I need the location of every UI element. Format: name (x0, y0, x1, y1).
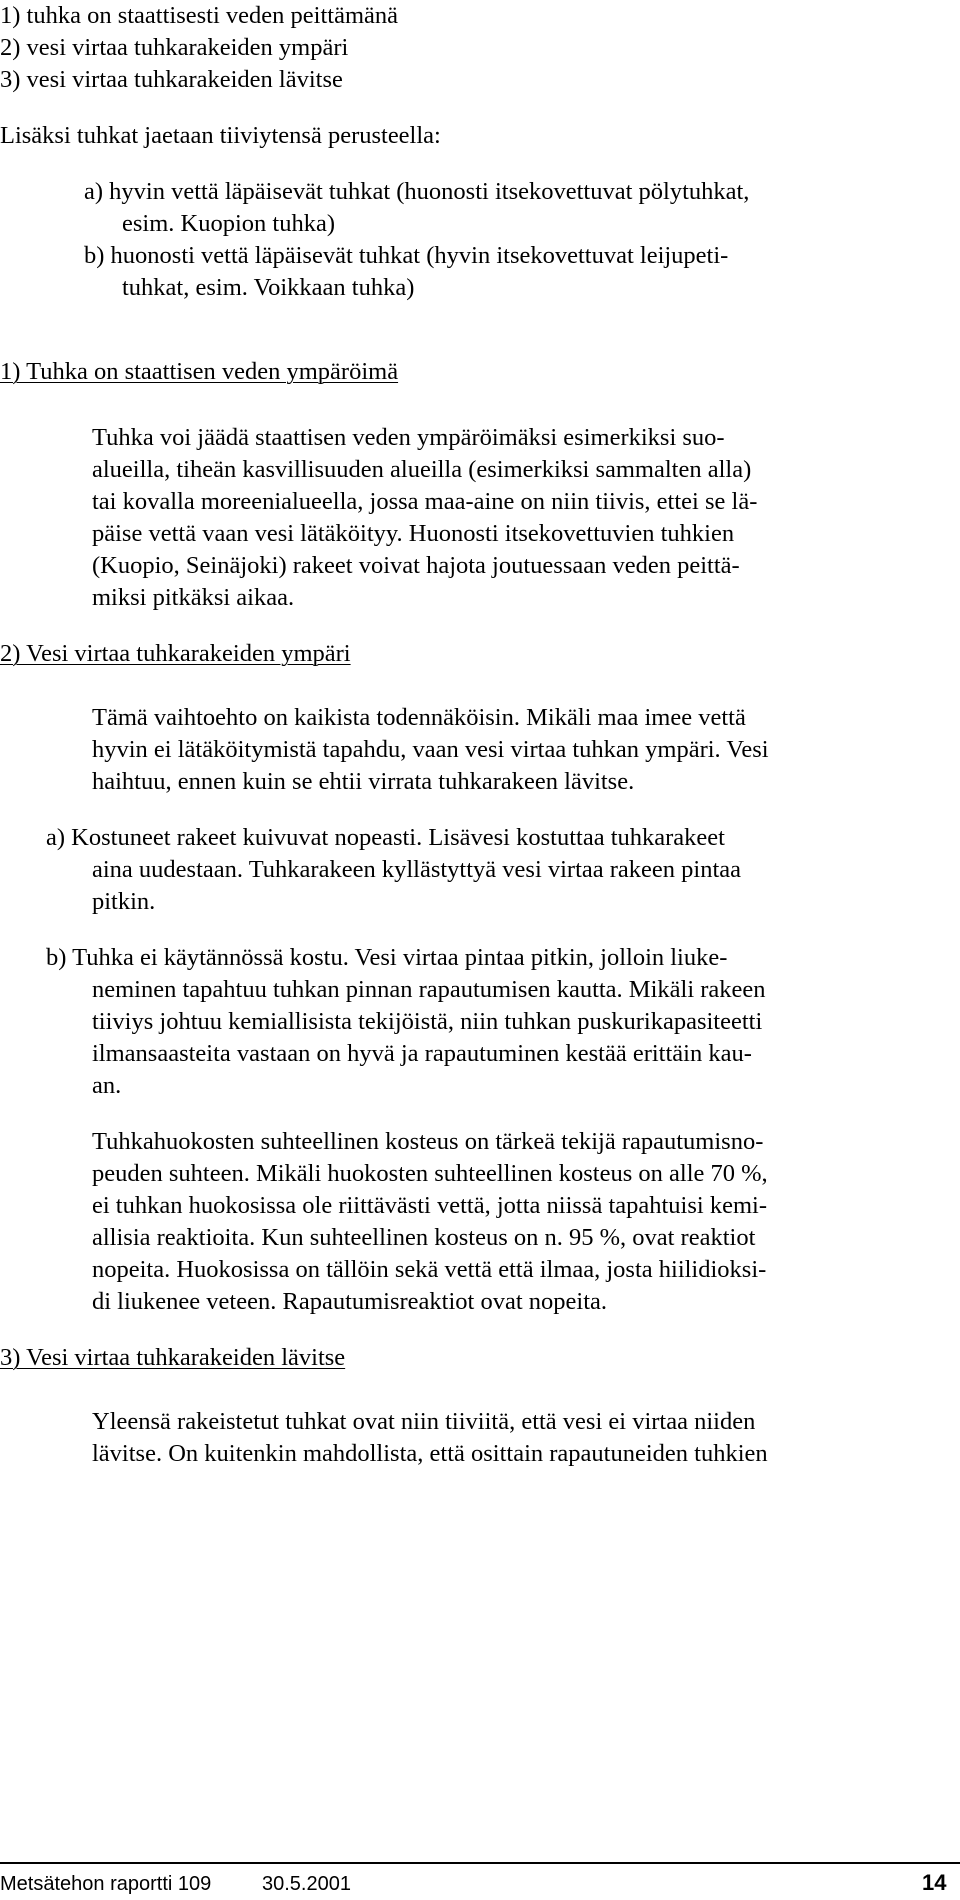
footer-report-name: Metsätehon raportti 109 (0, 1873, 212, 1895)
section-2-item-a-cont: aina uudestaan. Tuhkarakeen kyllästyttyä vesi virtaa rakeen pintaa (92, 856, 742, 883)
section-1-line: tai kovalla moreenialueella, jossa maa-aine on niin tiivis, ettei se lä- (92, 488, 758, 515)
page-number: 14 (922, 1870, 947, 1895)
moisture-paragraph-line: Tuhkahuokosten suhteellinen kosteus on tärkeä tekijä rapautumisno- (92, 1128, 764, 1155)
footer-date: 30.5.2001 (262, 1873, 351, 1895)
section-2-item-b-cont: ilmansaasteita vastaan on hyvä ja rapautuminen kestää erittäin kau- (92, 1040, 752, 1067)
density-line-a: a) hyvin vettä läpäisevät tuhkat (huonosti itsekovettuvat pölytuhkat, (84, 178, 750, 205)
section-2-item-b-cont: an. (92, 1072, 122, 1099)
density-line-b: b) huonosti vettä läpäisevät tuhkat (hyvin itsekovettuvat leijupeti- (84, 242, 729, 269)
section-2-intro-line: haihtuu, ennen kuin se ehtii virrata tuhkarakeen lävitse. (92, 768, 635, 795)
density-line-b-cont: tuhkat, esim. Voikkaan tuhka) (122, 274, 415, 301)
intro-list-item-2: 2) vesi virtaa tuhkarakeiden ympäri (0, 34, 349, 61)
section-2-item-b-cont: neminen tapahtuu tuhkan pinnan rapautumisen kautta. Mikäli rakeen (92, 976, 766, 1003)
moisture-paragraph-line: ei tuhkan huokosissa ole riittävästi vettä, jotta niissä tapahtuisi kemi- (92, 1192, 767, 1219)
section-3-line: Yleensä rakeistetut tuhkat ovat niin tiiviitä, että vesi ei virtaa niiden (92, 1408, 756, 1435)
section-2-intro-line: hyvin ei lätäköitymistä tapahdu, vaan vesi virtaa tuhkan ympäri. Vesi (92, 736, 769, 763)
intro-list-item-3: 3) vesi virtaa tuhkarakeiden lävitse (0, 66, 343, 93)
section-1-line: alueilla, tiheän kasvillisuuden alueilla (esimerkiksi sammalten alla) (92, 456, 752, 483)
section-3-line: lävitse. On kuitenkin mahdollista, että osittain rapautuneiden tuhkien (92, 1440, 768, 1467)
section-1-line: (Kuopio, Seinäjoki) rakeet voivat hajota joutuessaan veden peittä- (92, 552, 740, 579)
section-2-item-b-cont: tiiviys johtuu kemiallisista tekijöistä, niin tuhkan puskurikapasiteetti (92, 1008, 763, 1035)
section-2-item-a: a) Kostuneet rakeet kuivuvat nopeasti. Lisävesi kostuttaa tuhkarakeet (46, 824, 725, 851)
moisture-paragraph-line: di liukenee veteen. Rapautumisreaktiot ovat nopeita. (92, 1288, 608, 1315)
section-1-line: päise vettä vaan vesi lätäköityy. Huonosti itsekovettuvien tuhkien (92, 520, 735, 547)
moisture-paragraph-line: nopeita. Huokosissa on tällöin sekä vettä että ilmaa, josta hiilidioksi- (92, 1256, 767, 1283)
section-1-line: miksi pitkäksi aikaa. (92, 584, 295, 611)
section-2-intro-line: Tämä vaihtoehto on kaikista todennäköisin. Mikäli maa imee vettä (92, 704, 746, 731)
section-2-item-b: b) Tuhka ei käytännössä kostu. Vesi virtaa pintaa pitkin, jolloin liuke- (46, 944, 728, 971)
section-2-heading: 2) Vesi virtaa tuhkarakeiden ympäri (0, 640, 351, 667)
moisture-paragraph-line: peuden suhteen. Mikäli huokosten suhteellinen kosteus on alle 70 %, (92, 1160, 768, 1187)
section-1-line: Tuhka voi jäädä staattisen veden ympäröimäksi esimerkiksi suo- (92, 424, 725, 451)
moisture-paragraph-line: allisia reaktioita. Kun suhteellinen kosteus on n. 95 %, ovat reaktiot (92, 1224, 756, 1251)
section-1-heading: 1) Tuhka on staattisen veden ympäröimä (0, 358, 399, 385)
footer-divider (0, 1862, 960, 1864)
density-intro: Lisäksi tuhkat jaetaan tiiviytensä perusteella: (0, 122, 441, 149)
intro-list-item-1: 1) tuhka on staattisesti veden peittämänä (0, 2, 399, 29)
density-line-a-cont: esim. Kuopion tuhka) (122, 210, 335, 237)
section-2-item-a-cont: pitkin. (92, 888, 156, 915)
section-3-heading: 3) Vesi virtaa tuhkarakeiden lävitse (0, 1344, 346, 1371)
